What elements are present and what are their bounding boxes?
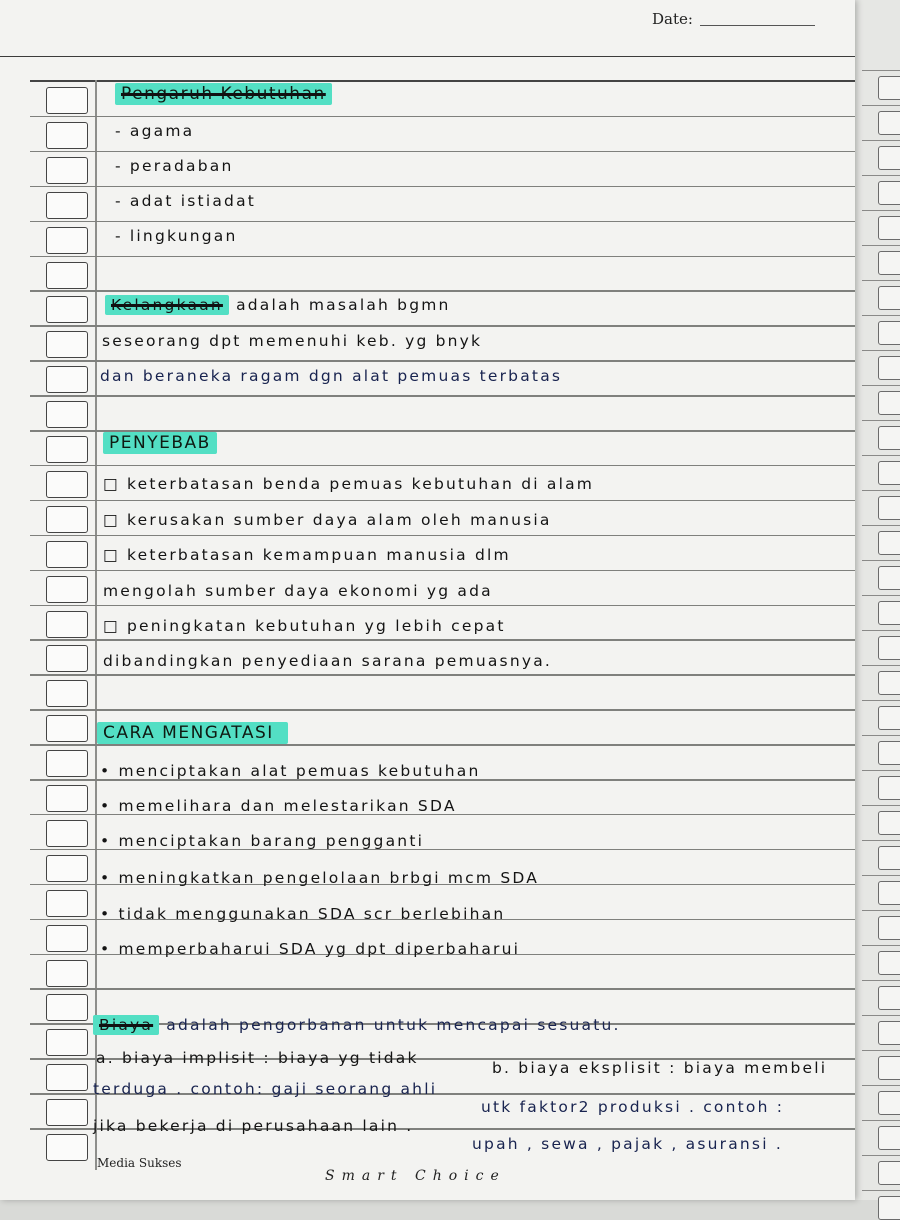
row-checkbox[interactable] — [46, 1029, 88, 1056]
row-checkbox[interactable] — [46, 227, 88, 254]
next-page-line — [862, 735, 900, 736]
ruled-line — [30, 500, 855, 502]
row-checkbox[interactable] — [46, 645, 88, 672]
next-page-line — [862, 595, 900, 596]
next-page-line — [862, 385, 900, 386]
ruled-line — [30, 605, 855, 607]
next-page-checkbox — [878, 846, 900, 870]
kelangkaan-def-2: seseorang dpt memenuhi keb. yg bnyk — [102, 332, 483, 350]
margin-line — [95, 80, 97, 1170]
next-page-line — [862, 490, 900, 491]
next-page-line — [862, 315, 900, 316]
row-checkbox[interactable] — [46, 122, 88, 149]
next-page-checkbox — [878, 776, 900, 800]
next-page-line — [862, 770, 900, 771]
row-checkbox[interactable] — [46, 820, 88, 847]
publisher-label: Media Sukses — [97, 1156, 182, 1170]
row-checkbox[interactable] — [46, 611, 88, 638]
next-page-checkbox — [878, 601, 900, 625]
next-page-line — [862, 1085, 900, 1086]
penyebab-item: dibandingkan penyediaan sarana pemuasnya. — [103, 652, 553, 670]
next-page-checkbox — [878, 986, 900, 1010]
next-page-checkbox — [878, 496, 900, 520]
next-page-line — [862, 1155, 900, 1156]
next-page-checkbox — [878, 1091, 900, 1115]
next-page-checkbox — [878, 426, 900, 450]
next-page-line — [862, 280, 900, 281]
next-page-line — [862, 245, 900, 246]
ruled-line — [30, 465, 855, 467]
date-label: Date: — [652, 10, 693, 28]
next-page-checkbox — [878, 566, 900, 590]
next-page-checkbox — [878, 951, 900, 975]
biaya-implisit-1: a. biaya implisit : biaya yg tidak — [96, 1049, 419, 1067]
row-checkbox[interactable] — [46, 296, 88, 323]
ruled-line — [30, 535, 855, 537]
ruled-line — [30, 709, 855, 711]
next-page-line — [862, 455, 900, 456]
biaya-implisit-2: terduga . contoh: gaji seorang ahli — [93, 1080, 438, 1098]
row-checkbox[interactable] — [46, 890, 88, 917]
ruled-line — [30, 325, 855, 327]
biaya-eksplisit-3: upah , sewa , pajak , asuransi . — [472, 1135, 783, 1153]
next-page-line — [862, 1050, 900, 1051]
row-checkbox[interactable] — [46, 1134, 88, 1161]
next-page-line — [862, 980, 900, 981]
row-checkbox[interactable] — [46, 576, 88, 603]
penyebab-item: □ peningkatan kebutuhan yg lebih cepat — [103, 617, 506, 635]
next-page-checkbox — [878, 356, 900, 380]
ruled-line — [30, 186, 855, 188]
penyebab-item: □ keterbatasan kemampuan manusia dlm — [103, 546, 511, 564]
next-page-line — [862, 350, 900, 351]
biaya-line-1 — [93, 1016, 621, 1034]
biaya-eksplisit-1: b. biaya eksplisit : biaya membeli — [492, 1059, 828, 1077]
next-page-line — [862, 665, 900, 666]
biaya-implisit-3: jika bekerja di perusahaan lain . — [93, 1117, 414, 1135]
kelangkaan-def-3: dan beraneka ragam dgn alat pemuas terbatas — [100, 367, 563, 385]
table-top-rule — [30, 80, 855, 82]
row-checkbox[interactable] — [46, 366, 88, 393]
penyebab-heading — [103, 433, 217, 453]
ruled-line — [30, 116, 855, 118]
ruled-line — [30, 360, 855, 362]
date-field-line — [700, 25, 815, 26]
next-page-checkbox — [878, 76, 900, 100]
row-checkbox[interactable] — [46, 994, 88, 1021]
cara-heading — [97, 723, 288, 743]
next-page-checkbox — [878, 636, 900, 660]
next-page-line — [862, 560, 900, 561]
kelangkaan-def-1: adalah masalah bgmn — [236, 296, 451, 314]
next-page-checkbox — [878, 461, 900, 485]
row-checkbox[interactable] — [46, 506, 88, 533]
next-page-checkbox — [878, 1161, 900, 1185]
next-page-line — [862, 525, 900, 526]
row-checkbox[interactable] — [46, 680, 88, 707]
next-page-line — [862, 1190, 900, 1191]
row-checkbox[interactable] — [46, 855, 88, 882]
next-page-checkbox — [878, 671, 900, 695]
pengaruh-item: - adat istiadat — [115, 192, 257, 210]
cara-item: • memelihara dan melestarikan SDA — [100, 797, 457, 815]
next-page-checkbox — [878, 181, 900, 205]
pengaruh-item: - agama — [115, 122, 195, 140]
next-page-checkbox — [878, 251, 900, 275]
next-page-line — [862, 175, 900, 176]
cara-item: • meningkatkan pengelolaan brbgi mcm SDA — [100, 869, 540, 887]
biaya-eksplisit-2: utk faktor2 produksi . contoh : — [481, 1098, 785, 1116]
next-page-line — [862, 875, 900, 876]
next-page-line — [862, 910, 900, 911]
next-page-edge — [855, 0, 900, 1200]
ruled-line — [30, 395, 855, 397]
next-page-checkbox — [878, 286, 900, 310]
next-page-checkbox — [878, 216, 900, 240]
row-checkbox[interactable] — [46, 715, 88, 742]
next-page-checkbox — [878, 811, 900, 835]
row-checkbox[interactable] — [46, 87, 88, 114]
next-page-checkbox — [878, 111, 900, 135]
penyebab-item: □ kerusakan sumber daya alam oleh manusia — [103, 511, 552, 529]
row-checkbox[interactable] — [46, 262, 88, 289]
row-checkbox[interactable] — [46, 401, 88, 428]
row-checkbox[interactable] — [46, 157, 88, 184]
ruled-line — [30, 744, 855, 746]
ruled-line — [30, 290, 855, 292]
row-checkbox[interactable] — [46, 750, 88, 777]
ruled-line — [30, 570, 855, 572]
next-page-line — [862, 210, 900, 211]
penyebab-item: mengolah sumber daya ekonomi yg ada — [103, 582, 493, 600]
next-page-checkbox — [878, 531, 900, 555]
cara-item: • tidak menggunakan SDA scr berlebihan — [100, 905, 506, 923]
next-page-line — [862, 805, 900, 806]
next-page-checkbox — [878, 741, 900, 765]
pengaruh-item: - peradaban — [115, 157, 234, 175]
next-page-checkbox — [878, 706, 900, 730]
cara-heading-text: CARA MENGATASI — [97, 722, 288, 744]
brand-label: Smart Choice — [325, 1168, 506, 1184]
row-checkbox[interactable] — [46, 1099, 88, 1126]
pengaruh-heading — [115, 84, 332, 104]
next-page-checkbox — [878, 1021, 900, 1045]
next-page-line — [862, 630, 900, 631]
next-page-line — [862, 840, 900, 841]
next-page-checkbox — [878, 321, 900, 345]
row-checkbox[interactable] — [46, 331, 88, 358]
row-checkbox[interactable] — [46, 436, 88, 463]
next-page-checkbox — [878, 916, 900, 940]
cara-item: • menciptakan alat pemuas kebutuhan — [100, 762, 481, 780]
ruled-line — [30, 151, 855, 153]
row-checkbox[interactable] — [46, 471, 88, 498]
kelangkaan-term: Kelangkaan — [105, 295, 229, 315]
cara-item: • memperbaharui SDA yg dpt diperbaharui — [100, 940, 521, 958]
row-checkbox[interactable] — [46, 925, 88, 952]
next-page-checkbox — [878, 391, 900, 415]
row-checkbox[interactable] — [46, 785, 88, 812]
row-checkbox[interactable] — [46, 192, 88, 219]
next-page-checkbox — [878, 881, 900, 905]
cara-item: • menciptakan barang pengganti — [100, 832, 425, 850]
biaya-def: adalah pengorbanan untuk mencapai sesuatu. — [166, 1016, 621, 1034]
header-rule — [0, 56, 855, 57]
pengaruh-heading-text: Pengaruh Kebutuhan — [115, 83, 332, 105]
next-page-line — [862, 1015, 900, 1016]
next-page-line — [862, 105, 900, 106]
next-page-line — [862, 945, 900, 946]
ruled-line — [30, 988, 855, 990]
penyebab-item: □ keterbatasan benda pemuas kebutuhan di alam — [103, 475, 595, 493]
next-page-line — [862, 1120, 900, 1121]
next-page-checkbox — [878, 1126, 900, 1150]
next-page-checkbox — [878, 146, 900, 170]
biaya-term: Biaya — [93, 1015, 159, 1035]
row-checkbox[interactable] — [46, 1064, 88, 1091]
ruled-line — [30, 674, 855, 676]
pengaruh-item: - lingkungan — [115, 227, 238, 245]
row-checkbox[interactable] — [46, 960, 88, 987]
next-page-line — [862, 140, 900, 141]
penyebab-heading-text: PENYEBAB — [103, 432, 217, 454]
ruled-line — [30, 221, 855, 223]
next-page-checkbox — [878, 1056, 900, 1080]
kelangkaan-line-1 — [105, 296, 451, 314]
next-page-line — [862, 700, 900, 701]
next-page-line — [862, 420, 900, 421]
ruled-line — [30, 256, 855, 258]
row-checkbox[interactable] — [46, 541, 88, 568]
ruled-line — [30, 639, 855, 641]
next-page-line — [862, 70, 900, 71]
